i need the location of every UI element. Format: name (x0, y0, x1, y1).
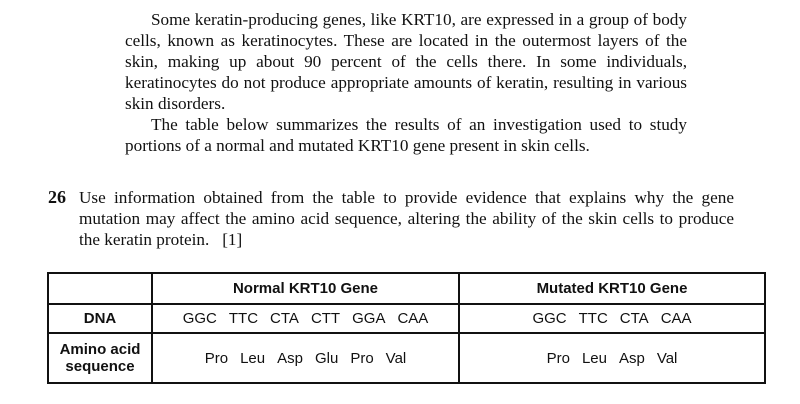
amino-mutated-item: Leu (581, 349, 607, 367)
table-header-row (48, 273, 765, 304)
dna-normal-codon: CTT (310, 310, 341, 327)
table-row-amino-acid (48, 333, 765, 383)
dna-normal-codon: GGC (182, 310, 217, 327)
amino-normal-item: Leu (240, 349, 266, 367)
table-header-mutated: Mutated KRT10 Gene (459, 273, 765, 304)
table-header-blank (48, 273, 152, 304)
amino-normal-item: Asp (277, 349, 303, 367)
dna-normal-cell (152, 304, 459, 333)
amino-normal-cell (152, 333, 459, 383)
amino-mutated-item: Val (656, 349, 678, 367)
dna-label: DNA (48, 304, 152, 333)
amino-normal-item: Glu (314, 349, 339, 367)
dna-normal-codon: GGA (352, 310, 386, 327)
amino-normal-item: Val (385, 349, 407, 367)
amino-acid-label-line2: sequence (65, 358, 135, 375)
dna-normal-codon: CAA (397, 310, 429, 327)
amino-mutated-item: Asp (618, 349, 645, 367)
dna-normal-codon: TTC (228, 310, 259, 327)
dna-mutated-codon: CAA (660, 310, 692, 327)
amino-acid-label (48, 333, 152, 383)
passage-paragraph-1: Some keratin-producing genes, like KRT10, are expressed in a group of body cells, known as keratinocytes. These are located in the outermost layers of the skin, making up about 90 percent of the cells there. In some individuals, keratinocytes do not produce appropriate amounts of keratin, resulting in various skin disorders. (125, 10, 687, 113)
table-row-dna (48, 304, 765, 333)
passage (125, 9, 687, 156)
amino-acid-label-line1: Amino acid (59, 341, 141, 358)
dna-mutated-codon: TTC (578, 310, 608, 327)
passage-paragraph-2: The table below summarizes the results of an investigation used to study portions of a normal and mutated KRT10 gene present in skin cells. (125, 115, 687, 155)
dna-mutated-cell (459, 304, 765, 333)
dna-normal-codon: CTA (270, 310, 299, 327)
amino-normal-item: Pro (204, 349, 229, 367)
amino-mutated-item: Pro (546, 349, 570, 367)
question-text-block (79, 187, 734, 250)
amino-normal-item: Pro (350, 349, 374, 367)
dna-mutated-codon: CTA (619, 310, 649, 327)
question-number: 26 (48, 187, 66, 207)
dna-mutated-codon: GGC (532, 310, 567, 327)
data-table (47, 272, 766, 384)
question-text: Use information obtained from the table to provide evidence that explains why the gene mutation may affect the amino acid sequence, altering the ability of the skin cells to produce the keratin protein. (79, 188, 734, 249)
amino-mutated-cell (459, 333, 765, 383)
question-marks: [1] (222, 230, 243, 249)
table-header-normal: Normal KRT10 Gene (152, 273, 459, 304)
